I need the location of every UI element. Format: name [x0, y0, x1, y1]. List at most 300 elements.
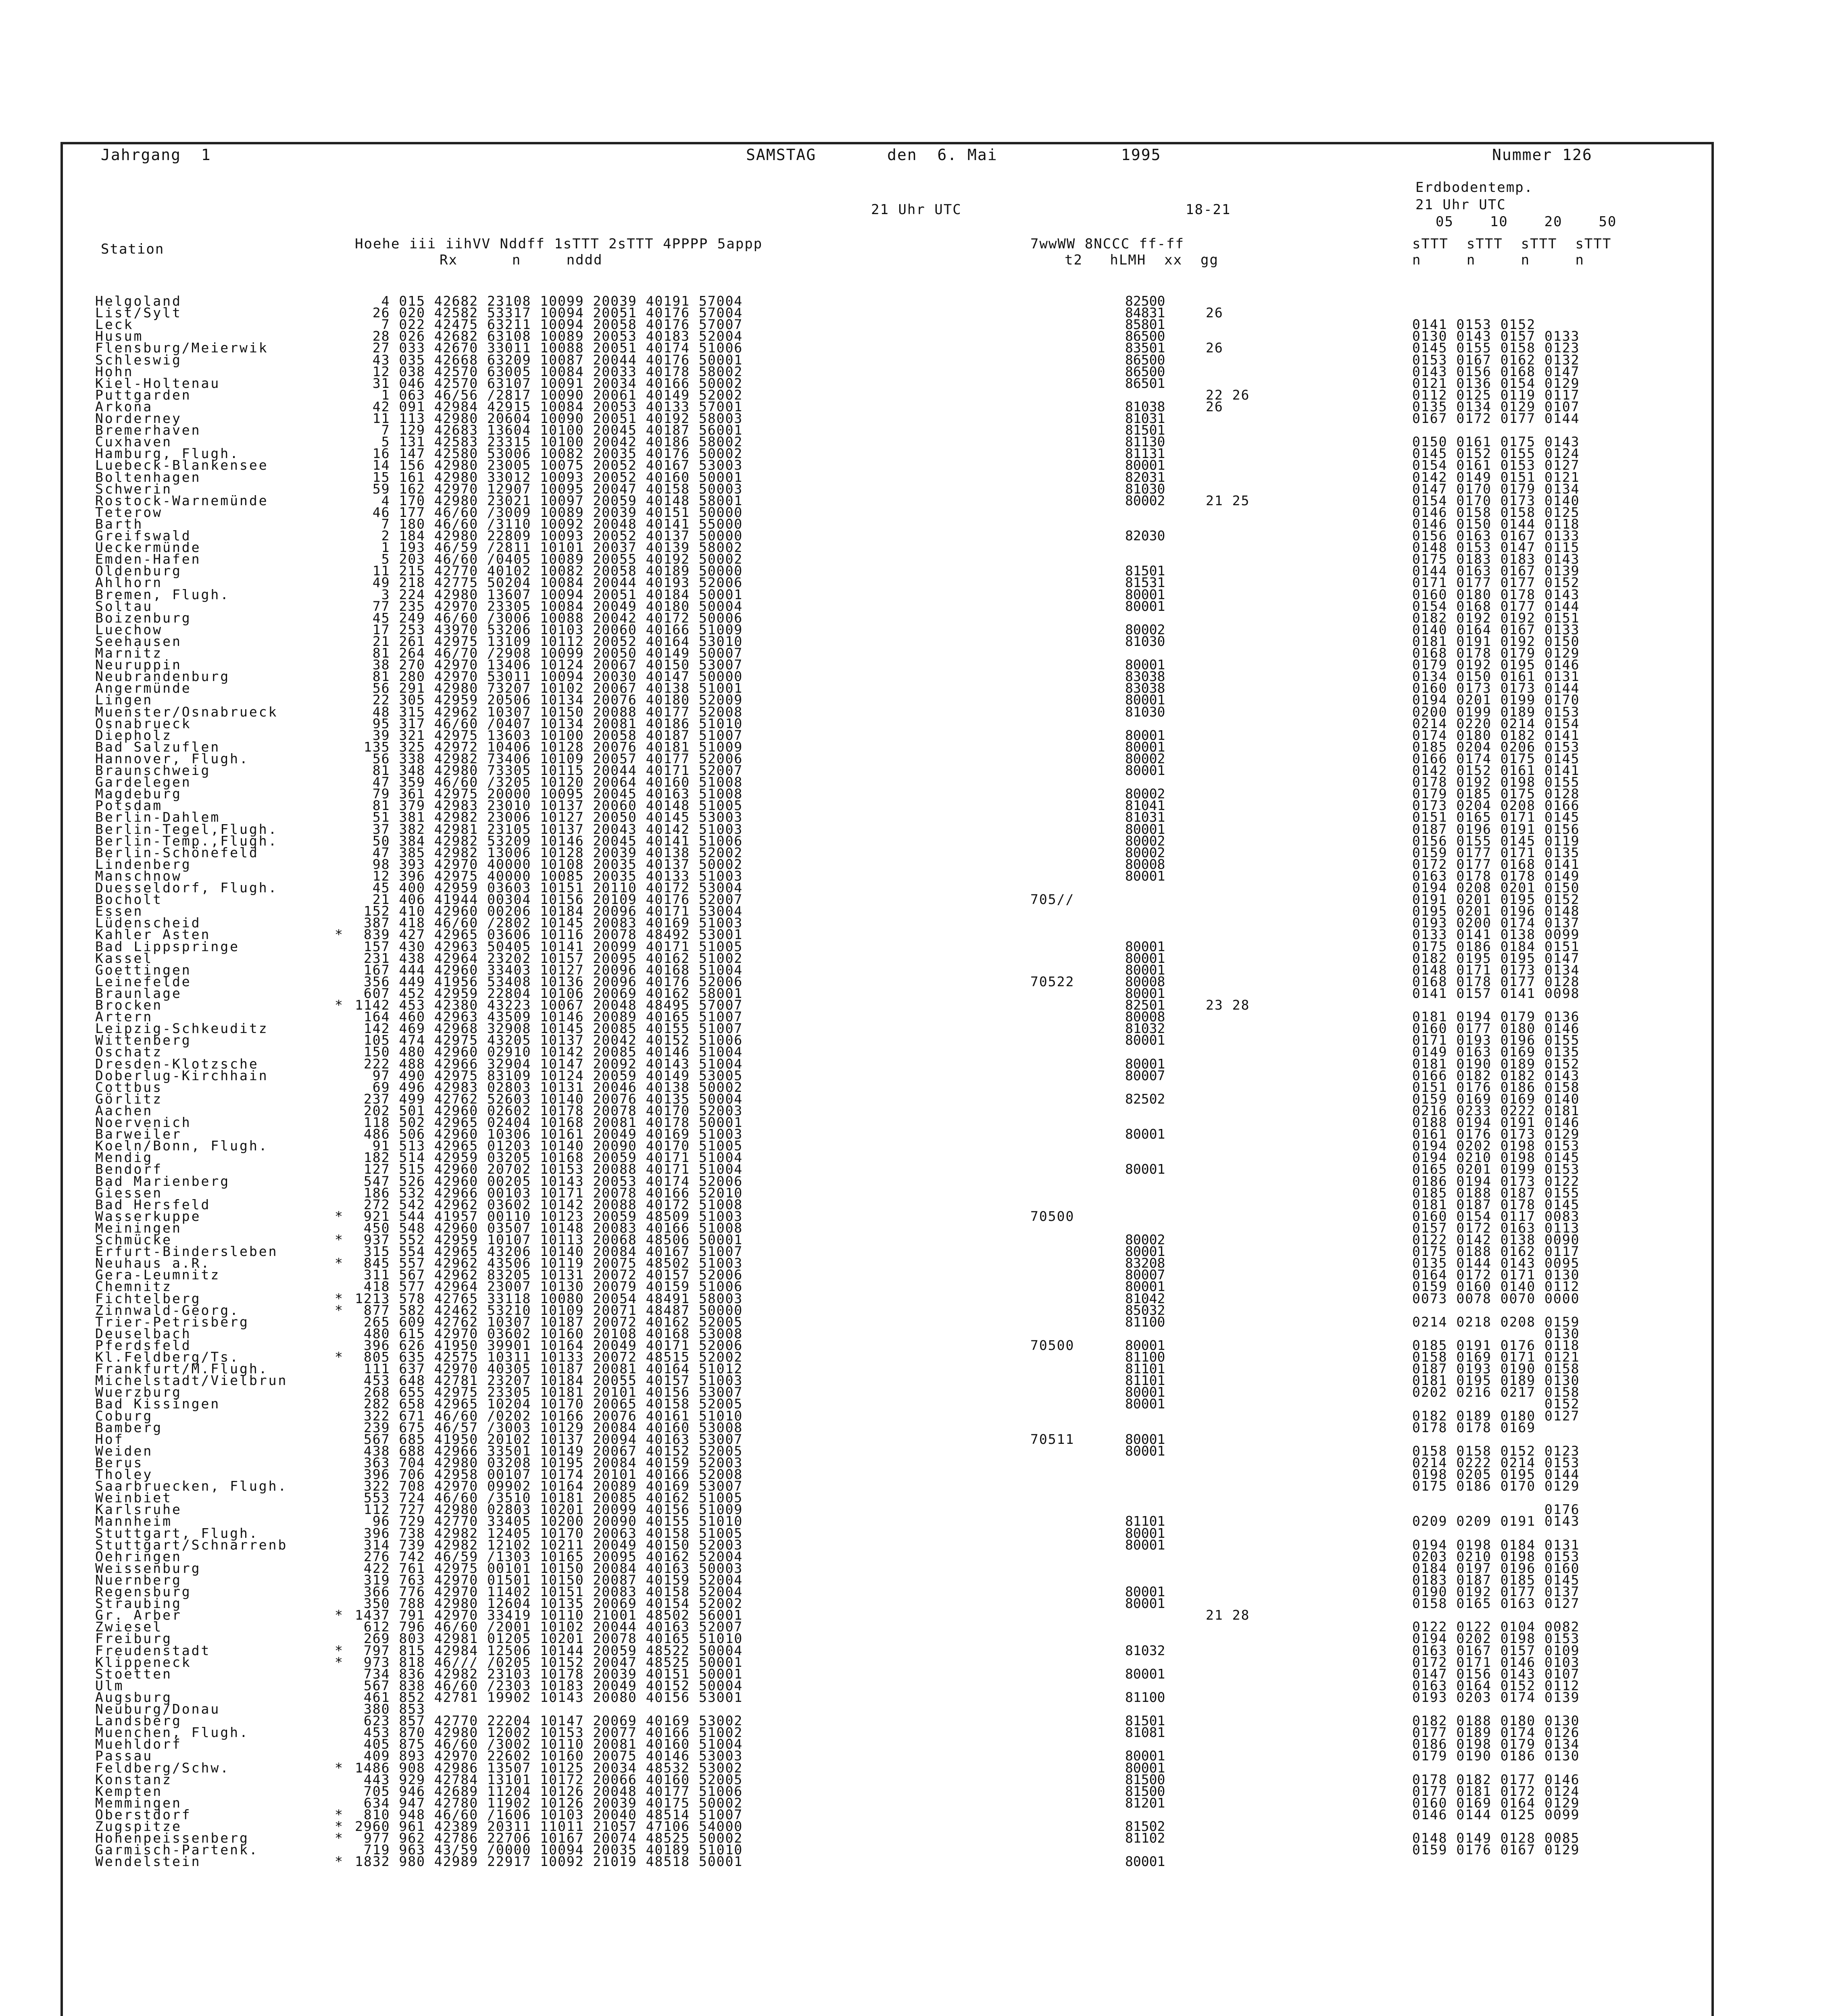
soil-temperatures: 0178 0178 0169 — [1412, 1419, 1536, 1435]
synop-groups: 14 156 42980 23005 10075 20052 40167 53003 — [355, 457, 743, 473]
weather-group: 70500 — [1030, 1208, 1075, 1224]
cloud-group: 80007 — [1125, 1067, 1165, 1083]
synop-groups: 356 449 41956 53408 10136 20096 40176 52006 — [355, 973, 743, 989]
synop-groups: 59 162 42970 12907 10095 20047 40158 50003 — [355, 481, 743, 497]
soil-temperatures: 0143 0156 0168 0147 — [1412, 363, 1580, 379]
synop-groups: 1486 908 42986 13507 10125 20034 48532 53002 — [355, 1760, 743, 1776]
cloud-group: 81032 — [1125, 1020, 1165, 1037]
station-name: Cottbus — [95, 1079, 163, 1095]
synop-groups: 15 161 42980 33012 10093 20052 40160 50001 — [355, 469, 743, 485]
soil-temperatures: 0135 0144 0143 0095 — [1412, 1255, 1580, 1271]
cloud-group: 81030 — [1125, 481, 1165, 497]
cloud-group: 82502 — [1125, 1091, 1165, 1107]
station-name: Artern — [95, 1009, 153, 1025]
synop-groups: 157 430 42963 50405 10141 20099 40171 51005 — [355, 938, 743, 954]
synop-groups: 81 264 46/70 /2908 10099 20050 40149 50007 — [355, 645, 743, 661]
cloud-group: 80001 — [1125, 739, 1165, 755]
synop-groups: 79 361 42975 20000 10095 20045 40163 51008 — [355, 786, 743, 802]
station-name: Trier-Petrisberg — [95, 1314, 249, 1330]
soil-temperatures: 0156 0163 0167 0133 — [1412, 528, 1580, 544]
station-name: Giessen — [95, 1185, 163, 1201]
synop-groups: 486 506 42960 10306 10161 20049 40169 51003 — [355, 1126, 743, 1142]
station-name: Neubrandenburg — [95, 669, 230, 685]
synop-groups: 51 381 42982 23006 10127 20050 40145 53003 — [355, 809, 743, 825]
soil-temperatures: 0159 0169 0169 0140 — [1412, 1091, 1580, 1107]
soil-temperatures: 0163 0164 0152 0112 — [1412, 1677, 1580, 1693]
station-name: Stuttgart, Flugh. — [95, 1525, 259, 1541]
station-name: Gera-Leumnitz — [95, 1267, 221, 1283]
cloud-group: 80001 — [1125, 1126, 1165, 1142]
cloud-group: 81501 — [1125, 422, 1165, 438]
station-name: Konstanz — [95, 1771, 172, 1787]
synop-groups: 12 396 42975 40000 10085 20035 40133 51003 — [355, 868, 743, 884]
table-row — [0, 307, 1830, 319]
soil-temperatures: 0175 0186 0170 0129 — [1412, 1478, 1580, 1494]
cloud-group: 80001 — [1125, 1032, 1165, 1048]
synop-column-subheader: Rx n nddd — [440, 252, 603, 268]
synop-groups: 319 763 42970 01501 10150 20087 40159 52004 — [355, 1572, 743, 1588]
synop-groups: 47 359 46/60 /3205 10120 20064 40160 51008 — [355, 774, 743, 790]
cloud-group: 81042 — [1125, 1290, 1165, 1306]
soil-temperatures: 0175 0186 0184 0151 — [1412, 938, 1580, 954]
synop-groups: 11 215 42770 40102 10082 20058 40189 50000 — [355, 563, 743, 579]
soil-temperatures: 0202 0216 0217 0158 — [1412, 1384, 1580, 1400]
cloud-group: 80001 — [1125, 1537, 1165, 1553]
cloud-group: 80001 — [1125, 1854, 1165, 1870]
synop-groups: 2 184 42980 22809 10093 20052 40137 50000 — [355, 528, 743, 544]
soil-temperatures: 0167 0172 0177 0144 — [1412, 410, 1580, 426]
table-row — [0, 1806, 1830, 1822]
soil-temperatures: 0194 0202 0198 0153 — [1412, 1138, 1580, 1154]
mountain-mark: * — [335, 1349, 343, 1365]
synop-groups: 39 321 42975 13603 10100 20058 40187 51007 — [355, 727, 743, 743]
synop-column-header: Hoehe iii iihVV Nddff 1sTTT 2sTTT 4PPPP 5appp — [355, 236, 763, 252]
cloud-group: 80008 — [1125, 973, 1165, 989]
cloud-group: 86500 — [1125, 328, 1165, 344]
soil-temperatures: 0171 0193 0196 0155 — [1412, 1032, 1580, 1048]
mountain-mark: * — [335, 1806, 343, 1822]
synop-groups: 634 947 42780 11902 10126 20039 40175 50002 — [355, 1795, 743, 1811]
cloud-group: 82500 — [1125, 293, 1165, 309]
cloud-group: 80001 — [1125, 657, 1165, 673]
synop-groups: 438 688 42966 33501 10149 20067 40152 52005 — [355, 1443, 743, 1459]
synop-groups: 366 776 42970 11402 10151 20083 40158 52004 — [355, 1584, 743, 1599]
soil-temperatures: 0195 0201 0196 0148 — [1412, 903, 1580, 919]
synop-groups: 409 893 42970 22602 10160 20075 40146 53003 — [355, 1748, 743, 1764]
cloud-group: 81100 — [1125, 1314, 1165, 1330]
cloud-group: 80001 — [1125, 868, 1165, 884]
synop-groups: 127 515 42960 20702 10153 20088 40171 51004 — [355, 1161, 743, 1177]
synop-groups: 202 501 42960 02602 10178 20078 40170 52003 — [355, 1102, 743, 1118]
synop-groups: 150 480 42960 02910 10142 20085 40146 51004 — [355, 1044, 743, 1060]
station-name: Lingen — [95, 692, 153, 708]
soil-column-header: sTTT sTTT sTTT sTTT — [1412, 236, 1612, 252]
soil-temperatures: 0183 0187 0185 0145 — [1412, 1572, 1580, 1588]
soil-temperatures: 0182 0189 0180 0127 — [1412, 1408, 1580, 1424]
synop-groups: 282 658 42965 10204 10170 20065 40158 52005 — [355, 1396, 743, 1412]
synop-groups: 186 532 42966 00103 10171 20078 40166 52010 — [355, 1185, 743, 1201]
soil-temperatures: 0147 0170 0179 0134 — [1412, 481, 1580, 497]
mountain-mark: * — [335, 1290, 343, 1306]
soil-temperatures: 0133 0141 0138 0099 — [1412, 927, 1580, 943]
station-name: Aachen — [95, 1102, 153, 1118]
station-name: Gr. Arber — [95, 1607, 182, 1623]
station-name: Kl.Feldberg/Ts. — [95, 1349, 240, 1365]
soil-temperatures: 0203 0210 0198 0153 — [1412, 1548, 1580, 1564]
soil-temperatures: 0148 0149 0128 0085 — [1412, 1830, 1580, 1846]
table-row — [0, 1515, 1830, 1527]
soil-temp-time: 21 Uhr UTC — [1415, 197, 1506, 213]
soil-temperatures: 0145 0152 0155 0124 — [1412, 446, 1580, 462]
cloud-group: 80001 — [1125, 1384, 1165, 1400]
cloud-group: 81502 — [1125, 1818, 1165, 1834]
station-name: Doberlug-Kirchhain — [95, 1067, 269, 1083]
station-name: Luechow — [95, 621, 163, 637]
cloud-group: 80001 — [1125, 1443, 1165, 1459]
synop-groups: 567 838 46/60 /2303 10183 20049 40152 50004 — [355, 1677, 743, 1693]
station-name: Nuernberg — [95, 1572, 182, 1588]
station-name: Freiburg — [95, 1631, 172, 1647]
observation-time: 21 Uhr UTC — [871, 202, 962, 218]
soil-temperatures: 0177 0189 0174 0126 — [1412, 1724, 1580, 1741]
cloud-group: 81032 — [1125, 1642, 1165, 1658]
soil-temperatures: 0168 0178 0177 0128 — [1412, 973, 1580, 989]
cloud-group: 81031 — [1125, 809, 1165, 825]
soil-temperatures: 0194 0198 0184 0131 — [1412, 1537, 1580, 1553]
synop-groups: 705 946 42689 11204 10126 20048 40177 51006 — [355, 1783, 743, 1799]
synop-groups: 405 875 46/60 /3002 10110 20081 40160 51004 — [355, 1736, 743, 1752]
soil-temperatures: 0178 0182 0177 0146 — [1412, 1771, 1580, 1787]
station-name: Hohenpeissenberg — [95, 1830, 249, 1846]
synop-groups: 237 499 42762 52603 10140 20076 40135 50004 — [355, 1091, 743, 1107]
cloud-group: 80002 — [1125, 750, 1165, 766]
synop-groups: 7 022 42475 63211 10094 20058 40176 57007 — [355, 317, 743, 333]
weather-group: 70511 — [1030, 1431, 1075, 1447]
synop-groups: 567 685 41950 20102 10137 20094 40163 53007 — [355, 1431, 743, 1447]
table-row — [0, 1691, 1830, 1703]
synop-groups: 418 577 42964 23007 10130 20079 40159 51006 — [355, 1279, 743, 1295]
station-name: Diepholz — [95, 727, 172, 743]
station-name: Weinbiet — [95, 1490, 172, 1506]
synop-groups: 272 542 42962 03602 10142 20088 40172 51008 — [355, 1196, 743, 1212]
soil-temperatures: 0184 0197 0196 0160 — [1412, 1560, 1580, 1576]
synop-groups: 396 626 41950 39901 10164 20049 40171 52006 — [355, 1337, 743, 1353]
soil-temperatures: 0145 0155 0158 0123 — [1412, 340, 1580, 356]
gust-values: 21 28 — [1206, 1607, 1250, 1623]
station-name: Landsberg — [95, 1713, 182, 1729]
station-name: Meiningen — [95, 1220, 182, 1236]
cloud-group: 80002 — [1125, 492, 1165, 508]
cloud-group: 81038 — [1125, 398, 1165, 414]
station-name: Lüdenscheid — [95, 915, 201, 931]
synop-groups: 167 444 42960 33403 10127 20096 40168 51004 — [355, 962, 743, 978]
soil-temperatures: 0214 0220 0214 0154 — [1412, 715, 1580, 731]
soil-temperatures: 0193 0203 0174 0139 — [1412, 1689, 1580, 1705]
soil-temperatures: 0182 0188 0180 0130 — [1412, 1713, 1580, 1729]
station-name: Neuruppin — [95, 657, 182, 673]
group-column-header: 7wwWW 8NCCC ff-ff — [1030, 236, 1184, 252]
station-name: Koeln/Bonn, Flugh. — [95, 1138, 269, 1154]
cloud-group: 83038 — [1125, 680, 1165, 696]
soil-temperatures: 0141 0153 0152 — [1412, 317, 1536, 333]
synop-groups: 43 035 42668 63209 10087 20044 40176 50001 — [355, 352, 743, 368]
station-name: Schwerin — [95, 481, 172, 497]
station-name: Oberstdorf — [95, 1806, 192, 1822]
soil-temperatures: 0149 0163 0169 0135 — [1412, 1044, 1580, 1060]
table-row — [0, 412, 1830, 424]
cloud-group: 80001 — [1125, 1595, 1165, 1612]
synop-groups: 4 015 42682 23108 10099 20039 40191 57004 — [355, 293, 743, 309]
cloud-group: 81101 — [1125, 1361, 1165, 1377]
station-name: Emden-Hafen — [95, 551, 201, 567]
cloud-group: 80001 — [1125, 762, 1165, 778]
soil-temperatures: 0185 0191 0176 0118 — [1412, 1337, 1580, 1353]
soil-temperatures: 0185 0204 0206 0153 — [1412, 739, 1580, 755]
synop-groups: 315 554 42965 43206 10140 20084 40167 51007 — [355, 1243, 743, 1260]
cloud-group: 81100 — [1125, 1349, 1165, 1365]
synop-groups: 7 180 46/60 /3110 10092 20048 40141 55000 — [355, 516, 743, 532]
station-name: Neuhaus a.R. — [95, 1255, 211, 1271]
soil-temperatures: 0154 0168 0177 0144 — [1412, 598, 1580, 614]
soil-temperatures: 0214 0222 0214 0153 — [1412, 1454, 1580, 1470]
cloud-group: 80002 — [1125, 621, 1165, 637]
station-name: Bremen, Flugh. — [95, 586, 230, 602]
soil-temperatures: 0161 0176 0173 0129 — [1412, 1126, 1580, 1142]
station-name: Bad Lippspringe — [95, 938, 240, 954]
mountain-mark: * — [335, 1654, 343, 1670]
synop-groups: 45 400 42959 03603 10151 20110 40172 53004 — [355, 880, 743, 896]
station-name: Arkona — [95, 398, 153, 414]
station-name: Schmücke — [95, 1232, 172, 1248]
synop-groups: 46 177 46/60 /3009 10089 20039 40151 50000 — [355, 504, 743, 520]
table-row — [0, 1595, 1830, 1612]
synop-groups: 734 836 42982 23103 10178 20039 40151 50001 — [355, 1666, 743, 1682]
synop-groups: 50 384 42982 53209 10146 20045 40141 51006 — [355, 833, 743, 849]
soil-temperatures: 0135 0134 0129 0107 — [1412, 398, 1580, 414]
cloud-group: 80001 — [1125, 938, 1165, 954]
station-name: Puttgarden — [95, 387, 192, 403]
jahrgang-label: Jahrgang 1 — [101, 146, 211, 164]
mountain-mark: * — [335, 1760, 343, 1776]
synop-groups: 453 870 42980 12002 10153 20077 40166 51002 — [355, 1724, 743, 1741]
cloud-group: 86501 — [1125, 375, 1165, 391]
soil-temperatures: 0182 0195 0195 0147 — [1412, 950, 1580, 966]
synop-groups: 387 418 46/60 /2802 10145 20083 40169 51003 — [355, 915, 743, 931]
year-label: 1995 — [1121, 146, 1161, 164]
station-name: Muenster/Osnabrueck — [95, 704, 278, 720]
station-name: Gardelegen — [95, 774, 192, 790]
mountain-mark: * — [335, 1818, 343, 1834]
cloud-group: 81501 — [1125, 563, 1165, 579]
synop-groups: 314 739 42982 12102 10211 20049 40150 52003 — [355, 1537, 743, 1553]
soil-temperatures: 0154 0170 0173 0140 — [1412, 492, 1580, 508]
station-name: Saarbruecken, Flugh. — [95, 1478, 288, 1494]
station-name: Berlin-Dahlem — [95, 809, 221, 825]
station-name: Bad Hersfeld — [95, 1196, 211, 1212]
cloud-group: 80002 — [1125, 833, 1165, 849]
station-name: Erfurt-Bindersleben — [95, 1243, 278, 1260]
station-name: Berlin-Tegel,Flugh. — [95, 821, 278, 837]
soil-temperatures: 0171 0177 0177 0152 — [1412, 575, 1580, 591]
soil-temperatures: 0194 0208 0201 0150 — [1412, 880, 1580, 896]
station-name: Teterow — [95, 504, 163, 520]
station-name: Noervenich — [95, 1114, 192, 1130]
soil-temperatures: 0172 0177 0168 0141 — [1412, 856, 1580, 872]
station-column-header: Station — [101, 241, 165, 257]
soil-temperatures: 0160 0154 0117 0083 — [1412, 1208, 1580, 1224]
soil-temperatures: 0165 0201 0199 0153 — [1412, 1161, 1580, 1177]
table-row — [0, 987, 1830, 999]
mountain-mark: * — [335, 997, 343, 1013]
cloud-group: 81030 — [1125, 704, 1165, 720]
soil-temperatures: 0175 0183 0183 0143 — [1412, 551, 1580, 567]
table-row — [0, 1290, 1830, 1306]
soil-temperatures: 0147 0156 0143 0107 — [1412, 1666, 1580, 1682]
synop-groups: 1213 578 42765 33118 10080 20054 48491 58003 — [355, 1290, 743, 1306]
synop-groups: 839 427 42965 03606 10116 20078 48492 53001 — [355, 927, 743, 943]
cloud-group: 81101 — [1125, 1372, 1165, 1389]
station-name: Schleswig — [95, 352, 182, 368]
station-name: Zugspitze — [95, 1818, 182, 1834]
soil-temperatures: 0191 0201 0195 0152 — [1412, 891, 1580, 908]
station-name: Michelstadt/Vielbrun — [95, 1372, 288, 1389]
synop-groups: 422 761 42975 00101 10150 20084 40163 50003 — [355, 1560, 743, 1576]
station-name: Straubing — [95, 1595, 182, 1612]
station-name: Augsburg — [95, 1689, 172, 1705]
synop-groups: 363 704 42980 03208 10195 20084 40159 52003 — [355, 1454, 743, 1470]
station-name: Potsdam — [95, 798, 163, 814]
cloud-group: 80001 — [1125, 457, 1165, 473]
station-name: Hannover, Flugh. — [95, 750, 249, 766]
soil-temperatures: 0122 0142 0138 0090 — [1412, 1232, 1580, 1248]
synop-groups: 380 853 — [355, 1701, 425, 1717]
synop-groups: 4 170 42980 23021 10097 20059 40148 58001 — [355, 492, 743, 508]
soil-temperatures: 0174 0180 0182 0141 — [1412, 727, 1580, 743]
cloud-group: 82030 — [1125, 528, 1165, 544]
soil-temperatures: 0172 0171 0146 0103 — [1412, 1654, 1580, 1670]
synop-groups: 91 513 42965 01203 10140 20090 40170 51005 — [355, 1138, 743, 1154]
soil-temperatures: 0166 0182 0182 0143 — [1412, 1067, 1580, 1083]
synop-groups: 239 675 46/57 /3003 10129 20084 40160 53008 — [355, 1419, 743, 1435]
soil-column-subheader: n n n n — [1412, 252, 1584, 268]
station-name: Klippeneck — [95, 1654, 192, 1670]
cloud-group: 86500 — [1125, 352, 1165, 368]
soil-temperatures: 0158 0169 0171 0121 — [1412, 1349, 1580, 1365]
cloud-group: 80001 — [1125, 1431, 1165, 1447]
soil-temperatures: 0182 0192 0192 0151 — [1412, 610, 1580, 626]
station-name: Norderney — [95, 410, 182, 426]
cloud-group: 83038 — [1125, 669, 1165, 685]
mountain-mark: * — [335, 1232, 343, 1248]
synop-groups: 1 063 46/56 /2817 10090 20061 40149 52002 — [355, 387, 743, 403]
soil-temperatures: 0159 0160 0140 0112 — [1412, 1279, 1580, 1295]
synop-groups: 164 460 42963 43509 10146 20089 40165 51007 — [355, 1009, 743, 1025]
synop-groups: 222 488 42966 32904 10147 20092 40143 51004 — [355, 1056, 743, 1072]
soil-temperatures: 0121 0136 0154 0129 — [1412, 375, 1580, 391]
soil-temperatures: 0160 0177 0180 0146 — [1412, 1020, 1580, 1037]
soil-temperatures: 0148 0153 0147 0115 — [1412, 539, 1580, 556]
synop-groups: 95 317 46/60 /0407 10134 20081 40186 51010 — [355, 715, 743, 731]
synop-groups: 27 033 42670 33011 10088 20051 40174 51006 — [355, 340, 743, 356]
cloud-group: 80001 — [1125, 1161, 1165, 1177]
soil-temperatures: 0186 0194 0173 0122 — [1412, 1173, 1580, 1189]
date-label: den 6. Mai — [887, 146, 998, 164]
station-name: Mendig — [95, 1150, 153, 1166]
station-name: Kassel — [95, 950, 153, 966]
weather-group: 70522 — [1030, 973, 1075, 989]
station-name: Wittenberg — [95, 1032, 192, 1048]
soil-temperatures: 0179 0190 0186 0130 — [1412, 1748, 1580, 1764]
station-name: Weiden — [95, 1443, 153, 1459]
soil-temperatures: 0178 0192 0198 0155 — [1412, 774, 1580, 790]
mountain-mark: * — [335, 1607, 343, 1623]
synop-groups: 265 609 42762 10307 10187 20072 40162 52005 — [355, 1314, 743, 1330]
cloud-group: 80001 — [1125, 1056, 1165, 1072]
synop-groups: 118 502 42965 02404 10168 20081 40178 50001 — [355, 1114, 743, 1130]
cloud-group: 81130 — [1125, 434, 1165, 450]
station-name: Helgoland — [95, 293, 182, 309]
soil-temperatures: 0188 0194 0191 0146 — [1412, 1114, 1580, 1130]
station-name: Leck — [95, 317, 134, 333]
station-name: Boizenburg — [95, 610, 192, 626]
station-name: Braunlage — [95, 985, 182, 1001]
soil-temperatures: 0151 0176 0186 0158 — [1412, 1079, 1580, 1095]
cloud-group: 81102 — [1125, 1830, 1165, 1846]
soil-temperatures: 0073 0078 0070 0000 — [1412, 1290, 1580, 1306]
gust-values: 26 — [1206, 305, 1223, 321]
synop-groups: 1832 980 42989 22917 10092 21019 48518 50001 — [355, 1854, 743, 1870]
station-name: Oschatz — [95, 1044, 163, 1060]
cloud-group: 81081 — [1125, 1724, 1165, 1741]
soil-temperatures: 0160 0173 0173 0144 — [1412, 680, 1580, 696]
synop-groups: 81 348 42980 73305 10115 20044 40171 52007 — [355, 762, 743, 778]
station-name: Hof — [95, 1431, 124, 1447]
soil-temperatures: 0216 0233 0222 0181 — [1412, 1102, 1580, 1118]
station-name: Fichtelberg — [95, 1290, 201, 1306]
station-name: Weissenburg — [95, 1560, 201, 1576]
soil-temperatures: 0194 0201 0199 0170 — [1412, 692, 1580, 708]
station-name: Greifswald — [95, 528, 192, 544]
synop-groups: 105 474 42975 43205 10137 20042 40152 51006 — [355, 1032, 743, 1048]
synop-groups: 142 469 42968 32908 10145 20085 40155 51007 — [355, 1020, 743, 1037]
soil-temperatures: 0176 — [1412, 1502, 1580, 1518]
station-name: Duesseldorf, Flugh. — [95, 880, 278, 896]
station-name: Hohn — [95, 363, 134, 379]
station-name: Frankfurt/M.Flugh. — [95, 1361, 269, 1377]
station-name: Muenchen, Flugh. — [95, 1724, 249, 1741]
station-name: Wasserkuppe — [95, 1208, 201, 1224]
cloud-group: 80002 — [1125, 1232, 1165, 1248]
station-name: Berlin-Schönefeld — [95, 844, 259, 860]
cloud-group: 80001 — [1125, 1666, 1165, 1682]
synop-groups: 135 325 42972 10406 10128 20076 40181 51009 — [355, 739, 743, 755]
station-name: Marnitz — [95, 645, 163, 661]
soil-temperatures: 0140 0164 0167 0133 — [1412, 621, 1580, 637]
station-name: Bendorf — [95, 1161, 163, 1177]
synop-groups: 17 253 43970 53206 10103 20060 40166 51009 — [355, 621, 743, 637]
soil-temperatures: 0190 0192 0177 0137 — [1412, 1584, 1580, 1599]
station-name: Oehringen — [95, 1548, 182, 1564]
synop-groups: 112 727 42980 02803 10201 20099 40156 51009 — [355, 1502, 743, 1518]
cloud-group: 80001 — [1125, 1584, 1165, 1599]
station-name: Kempten — [95, 1783, 163, 1799]
soil-temperatures: 0166 0174 0175 0145 — [1412, 750, 1580, 766]
soil-temperatures: 0142 0149 0151 0121 — [1412, 469, 1580, 485]
soil-temperatures: 0158 0158 0152 0123 — [1412, 1443, 1580, 1459]
cloud-group: 83501 — [1125, 340, 1165, 356]
station-name: Wuerzburg — [95, 1384, 182, 1400]
synop-groups: 547 526 42960 00205 10143 20053 40174 52006 — [355, 1173, 743, 1189]
